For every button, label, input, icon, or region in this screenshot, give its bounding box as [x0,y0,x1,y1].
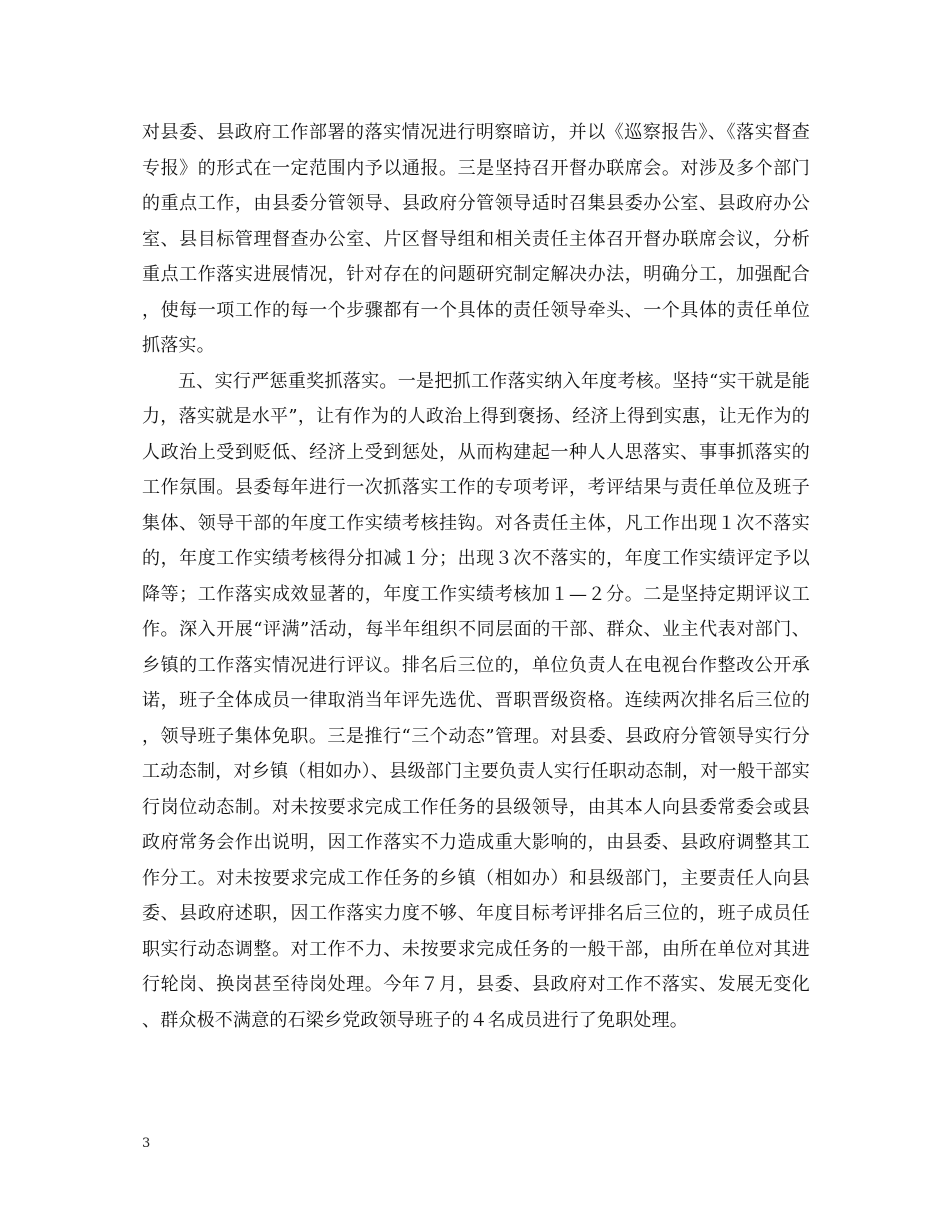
page-number: 3 [142,1136,151,1151]
document-body [142,115,810,1038]
paragraph-continued: 对县委、县政府工作部署的落实情况进行明察暗访，并以《巡察报告》、《落实督查专报》的形式在一定范围内予以通报。三是坚持召开督办联席会。对涉及多个部门的重点工作，由县委分管领导、县政府分管领导适时召集县委办公室、县政府办公室、县目标管理督查办公室、片区督导组和相关责任主体召开督办联席会议，分析重点工作落实进展情况，针对存在的问题研究制定解决办法，明确分工，加强配合，使每一项工作的每一个步骤都有一个具体的责任领导牵头、一个具体的责任单位抓落实。 [142,122,810,356]
paragraph-section-five: 五、实行严惩重奖抓落实。一是把抓工作落实纳入年度考核。坚持“实干就是能力，落实就是水平”，让有作为的人政治上得到褒扬、经济上得到实惠，让无作为的人政治上受到贬低、经济上受到惩处，从而构建起一种人人思落实、事事抓落实的工作氛围。县委每年进行一次抓落实工作的专项考评，考评结果与责任单位及班子集体、领导干部的年度工作实绩考核挂钩。对各责任主体，凡工作出现１次不落实的，年度工作实绩考核得分扣减１分；出现３次不落实的，年度工作实绩评定予以降等；工作落实成效显著的，年度工作实绩考核加１—２分。二是坚持定期评议工作。深入开展“评满”活动，每半年组织不同层面的干部、群众、业主代表对部门、乡镇的工作落实情况进行评议。排名后三位的，单位负责人在电视台作整改公开承诺，班子全体成员一律取消当年评先选优、晋职晋级资格。连续两次排名后三位的，领导班子集体免职。三是推行“三个动态”管理。对县委、县政府分管领导实行分工动态制，对乡镇（相如办）、县级部门主要负责人实行任职动态制，对一般干部实行岗位动态制。对未按要求完成工作任务的县级领导，由其本人向县委常委会或县政府常务会作出说明，因工作落实不力造成重大影响的，由县委、县政府调整其工作分工。对未按要求完成工作任务的乡镇（相如办）和县级部门，主要责任人向县委、县政府述职，因工作落实力度不够、年度目标考评排名后三位的，班子成员任职实行动态调整。对工作不力、未按要求完成任务的一般干部，由所在单位对其进行轮岗、换岗甚至待岗处理。今年７月，县委、县政府对工作不落实、发展无变化、群众极不满意的石梁乡党政领导班子的４名成员进行了免职处理。 [142,370,810,1031]
